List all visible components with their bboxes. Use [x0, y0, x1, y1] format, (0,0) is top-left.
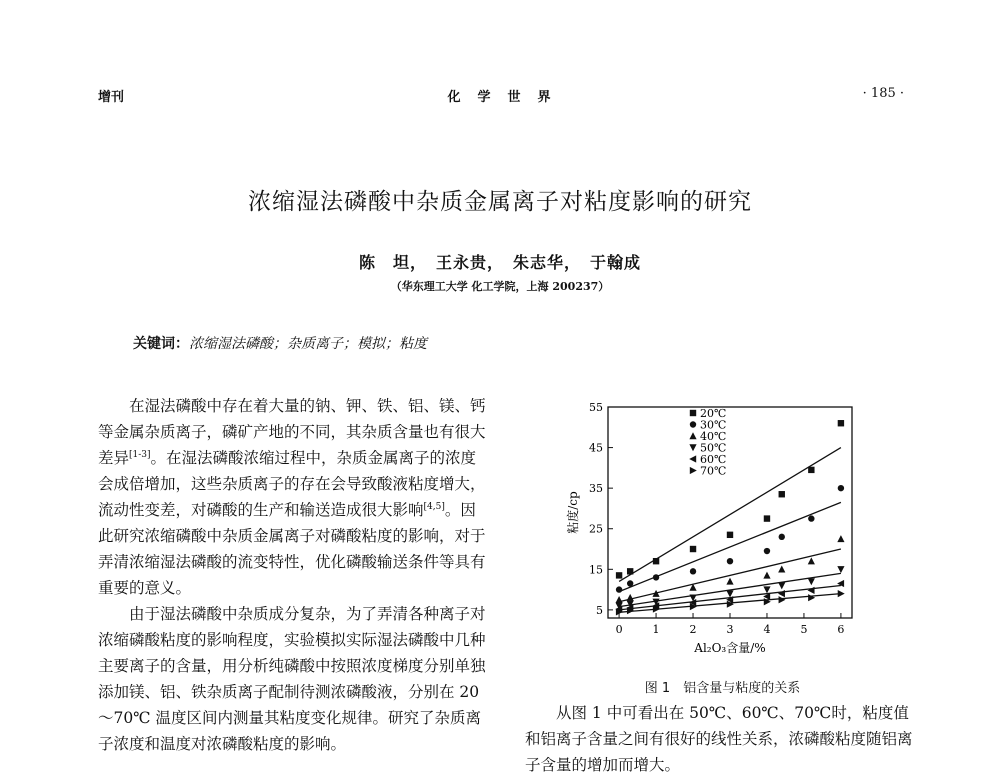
data-point-60c	[778, 590, 785, 597]
data-point-40c	[763, 572, 770, 579]
data-point-20c	[653, 558, 659, 564]
figure-1-chart	[555, 395, 875, 670]
data-point-70c	[779, 596, 786, 603]
y-tick-label: 25	[589, 522, 603, 536]
left-column	[98, 393, 490, 757]
legend-entry-50c: 50℃	[700, 441, 727, 455]
x-tick-label: 4	[763, 623, 771, 636]
data-point-40c	[726, 578, 733, 585]
data-point-20c	[838, 420, 844, 426]
data-point-60c	[808, 587, 815, 594]
paper-title: 浓缩湿法磷酸中杂质金属离子对粘度影响的研究	[248, 189, 752, 215]
keywords-value: 浓缩湿法磷酸；杂质离子；模拟；粘度	[189, 336, 427, 352]
y-tick-label: 5	[596, 603, 603, 617]
legend-entry-60c: 60℃	[700, 453, 727, 466]
citation-4-5: [4,5]	[423, 501, 445, 512]
data-point-40c	[627, 594, 634, 601]
figure-1-caption: 图 1 铝含量与粘度的关系	[644, 681, 801, 696]
legend-marker-60c	[689, 455, 696, 462]
data-point-20c	[764, 515, 770, 521]
affiliation: （华东理工大学 化工学院，上海 200237）	[390, 280, 610, 293]
fit-line-60c	[619, 586, 841, 610]
data-point-30c	[653, 574, 659, 580]
data-point-30c	[764, 548, 770, 554]
data-point-30c	[727, 558, 733, 564]
data-point-30c	[838, 485, 844, 491]
intro-paragraph-2: 由于湿法磷酸中杂质成分复杂，为了弄清各种离子对浓缩磷酸粘度的影响程度，实验模拟实际湿法磷酸中几种主要离子的含量，用分析纯磷酸中按照浓度梯度分别单独添加镁、铝、铁杂质离子配制待测浓磷酸液，分别在 20～70℃ 温度区间内测量其粘度变化规律。研究了杂质离子浓度和温度对浓磷酸粘度的影响。	[98, 605, 486, 753]
legend-entry-70c: 70℃	[700, 464, 727, 478]
data-point-50c	[763, 586, 770, 593]
legend-marker-50c	[689, 444, 696, 451]
x-tick-label: 5	[800, 623, 808, 636]
x-tick-label: 3	[726, 623, 734, 636]
data-point-30c	[616, 586, 622, 592]
data-point-20c	[808, 467, 814, 473]
data-point-70c	[838, 590, 845, 597]
data-point-40c	[837, 535, 844, 542]
keywords-label: 关键词：	[133, 336, 189, 352]
legend-marker-40c	[689, 432, 696, 439]
legend-entry-20c: 20℃	[700, 407, 727, 420]
data-point-30c	[627, 580, 633, 586]
legend-marker-70c	[690, 467, 697, 474]
result-paragraph-1: 从图 1 中可看出在 50℃、60℃、70℃时，粘度值和铝离子含量之间有很好的线性关系，浓磷酸粘度随铝离子含量的增加而增大。	[525, 704, 913, 774]
journal-section-label: 增刊	[98, 90, 125, 105]
x-tick-label: 2	[689, 623, 697, 636]
data-point-40c	[808, 557, 815, 564]
data-point-30c	[808, 515, 814, 521]
author-list: 陈 坦， 王永贵， 朱志华， 于翰成	[358, 253, 641, 272]
page-number: · 185 ·	[862, 86, 904, 101]
data-point-70c	[808, 594, 815, 601]
legend-entry-40c: 40℃	[700, 430, 727, 443]
y-tick-label: 15	[589, 563, 603, 577]
data-point-20c	[616, 572, 622, 578]
data-point-30c	[779, 534, 785, 540]
data-point-50c	[808, 578, 815, 585]
y-axis-label: 粘度/cp	[566, 491, 580, 534]
data-point-50c	[778, 582, 785, 589]
x-tick-label: 0	[615, 623, 623, 636]
intro-paragraph-1: 在湿法磷酸中存在着大量的钠、钾、铁、铝、镁、钙等金属杂质离子，磷矿产地的不同，其杂质含量也有很大差异[1-3]。在湿法磷酸浓缩过程中，杂质金属离子的浓度会成倍增加，这些杂质离子的存在会导致酸液粘度增大，流动性变差，对磷酸的生产和输送造成很大影响[4,5]。因此研究浓缩磷酸中杂质金属离子对磷酸粘度的影响，对于弄清浓缩湿法磷酸的流变特性，优化磷酸输送条件等具有重要的意义。	[98, 397, 486, 597]
data-point-20c	[690, 546, 696, 552]
y-tick-label: 35	[589, 482, 603, 496]
x-axis-label: Al₂O₃含量/%	[694, 641, 766, 655]
data-point-20c	[727, 532, 733, 538]
data-point-50c	[726, 590, 733, 597]
data-point-40c	[615, 596, 622, 603]
data-point-40c	[778, 566, 785, 573]
data-point-20c	[627, 568, 633, 574]
legend-entry-30c: 30℃	[700, 418, 727, 432]
legend-marker-30c	[690, 421, 696, 427]
x-tick-label: 1	[652, 623, 660, 636]
x-tick-label: 6	[837, 623, 845, 636]
data-point-50c	[837, 566, 844, 573]
citation-1-3: [1-3]	[129, 449, 151, 460]
keywords	[133, 333, 427, 353]
y-tick-label: 45	[589, 441, 603, 455]
journal-name: 化 学 世 界	[447, 90, 553, 105]
data-point-30c	[690, 568, 696, 574]
data-point-20c	[779, 491, 785, 497]
y-tick-label: 55	[589, 401, 603, 414]
right-column	[525, 700, 920, 778]
legend-marker-20c	[690, 410, 696, 416]
